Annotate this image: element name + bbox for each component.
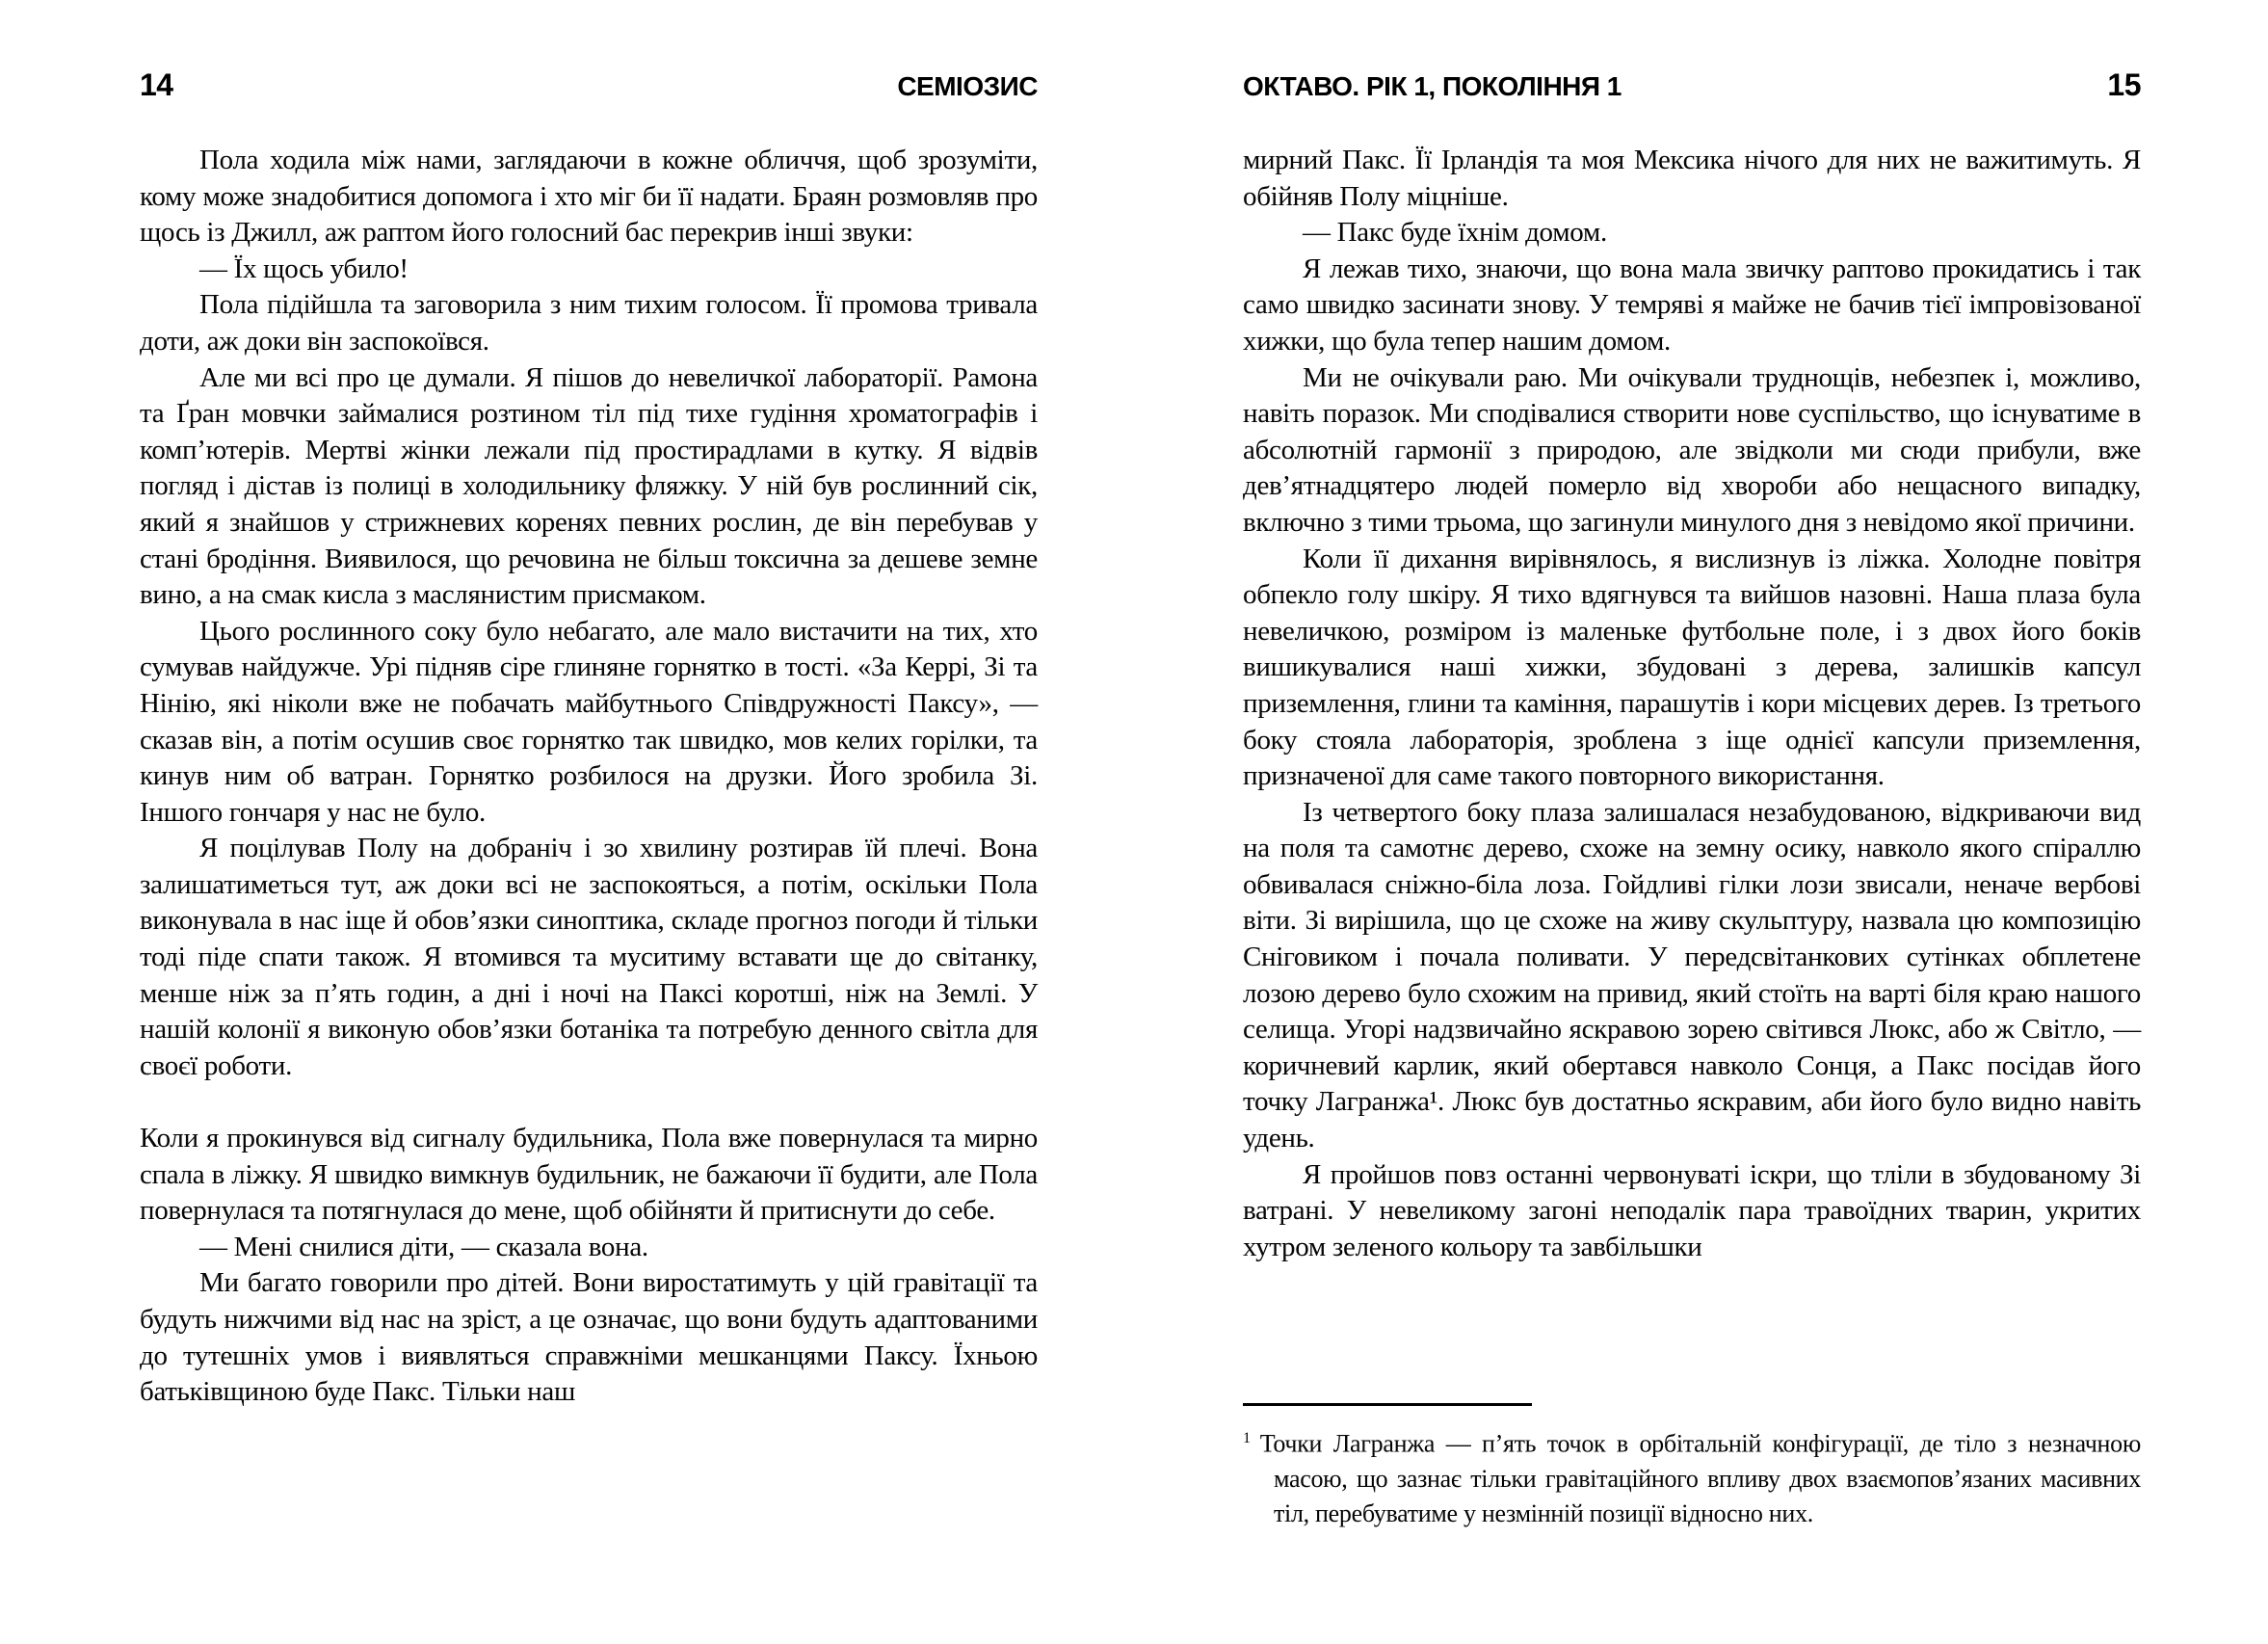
paragraph: Цього рослинного соку було небагато, але мало вистачити на тих, хто сумував найдужче. Урі підняв сіре глиняне горнятко в тості. «За Керрі, Зі та Нінію, які ніколи вже не побачать майбутнього Співдружності Паксу», — сказав він, а потім осушив своє горнятко так швидко, мов келих горілки, та кинув ним об ватран. Горнятко розбилося на друзки. Його зробила Зі. Іншого гончаря у нас не було. bbox=[140, 615, 1038, 828]
paragraph: Ми не очікували раю. Ми очікували труднощів, небезпек і, можливо, навіть поразок. Ми сподівалися створити нове суспільство, що існуватиме в абсолютній гармонії з природою, але звідколи ми сюди прибули, вже дев’ятнадцятеро людей померло від хвороби або нещасного випадку, включно з тими трьома, що загинули минулого дня з невідомо якої причини. bbox=[1243, 361, 2141, 538]
footnote-marker: 1 bbox=[1243, 1430, 1251, 1446]
paragraph: Пола ходила між нами, заглядаючи в кожне обличчя, щоб зрозуміти, кому може знадобитися допомога і хто міг би її надати. Браян розмовляв про щось із Джилл, аж раптом його голосний бас перекрив інші звуки: bbox=[140, 145, 1038, 249]
right-running-head: ОКТАВО. РІК 1, ПОКОЛІННЯ 1 bbox=[1243, 71, 1622, 101]
paragraph: Із четвертого боку плаза залишалася незабудованою, відкриваючи вид на поля та самотнє дерево, схоже на земну осику, навколо якого спіраллю обвивалася сніжно-біла лоза. Гойдливі гілки лози звисали, неначе вербові віти. Зі вирішила, що це схоже на живу скульптуру, назвала цю композицію Сніговиком і почала поливати. У передсвітанкових сутінках обплетене лозою дерево було схожим на привид, який стоїть на варті біля краю нашого селища. Угорі надзвичайно яскравою зорею світився Люкс, або ж Світло, — коричневий карлик, який обертався навколо Сонця, а Пакс посідав його точку Лагранжа¹. Люкс був достатньо яскравим, аби його було видно навіть удень. bbox=[1243, 796, 2141, 1154]
paragraph: — Їх щось убило! bbox=[199, 252, 409, 284]
left-page bbox=[140, 0, 1038, 1644]
right-page bbox=[1243, 0, 2141, 1644]
footnote-block bbox=[1243, 1403, 2141, 1531]
paragraph: Я лежав тихо, знаючи, що вона мала звичку раптово прокидатись і так само швидко засинати знову. У темряві я майже не бачив тієї імпровізованої хижки, що була тепер нашим домом. bbox=[1243, 252, 2141, 357]
paragraph: Ми багато говорили про дітей. Вони виростатимуть у цій гравітації та будуть нижчими від нас на зріст, а це означає, що вони будуть адаптованими до тутешніх умов і виявляться справжніми мешканцями Паксу. Їхньою батьківщиною буде Пакс. Тільки наш bbox=[140, 1267, 1038, 1408]
left-page-number: 14 bbox=[140, 67, 173, 102]
paragraph: Але ми всі про це думали. Я пішов до невеличкої лабораторії. Рамона та Ґран мовчки займалися розтином тіл під тихе гудіння хроматографів і комп’ютерів. Мертві жінки лежали під простирадлами в кутку. Я відвів погляд і дістав із полиці в холодильнику фляжку. У ній був рослинний сік, який я знайшов у стрижневих коренях певних рослин, де він перебував у стані бродіння. Виявилося, що речовина не більш токсична за дешеве земне вино, а на смак кисла з маслянистим присмаком. bbox=[140, 361, 1038, 611]
paragraph: — Мені снилися діти, — сказала вона. bbox=[199, 1231, 648, 1262]
left-running-head: СЕМІОЗИС bbox=[897, 71, 1038, 101]
paragraph: мирний Пакс. Її Ірландія та моя Мексика нічого для них не важитимуть. Я обійняв Полу міцніше. bbox=[1243, 145, 2141, 212]
paragraph: Пола підійшла та заговорила з ним тихим голосом. Її промова тривала доти, аж доки він заспокоївся. bbox=[140, 289, 1038, 357]
paragraph: Коли я прокинувся від сигналу будильника, Пола вже повернулася та мирно спала в ліжку. Я швидко вимкнув будильник, не бажаючи її будити, але Пола повернулася та потягнулася до мене, щоб обійняти й притиснути до себе. bbox=[140, 1123, 1038, 1227]
right-page-number: 15 bbox=[2107, 67, 2141, 102]
left-page-text bbox=[140, 143, 1038, 1411]
paragraph: Коли її дихання вирівнялось, я вислизнув із ліжка. Холодне повітря обпекло голу шкіру. Я тихо вдягнувся та вийшов назовні. Наша плаза була невеличкою, розміром із маленьке футбольне поле, і з двох його боків вишикувалися наші хижки, збудовані з дерева, залишків капсул приземлення, глини та каміння, парашутів і кори місцевих дерев. Із третього боку стояла лабораторія, зроблена з іще однієї капсули приземлення, призначеної для саме такого повторного використання. bbox=[1243, 543, 2141, 792]
footnote bbox=[1243, 1421, 2141, 1531]
paragraph: Я поцілував Полу на добраніч і зо хвилину розтирав їй плечі. Вона залишатиметься тут, аж доки всі не заспокояться, а потім, оскільки Пола виконувала в нас іще й обов’язки синоптика, складе прогноз погоди й тільки тоді піде спати також. Я втомився та муситиму вставати ще до світанку, менше ніж за п’ять годин, а дні і ночі на Паксі коротші, ніж на Землі. У нашій колонії я виконую обов’язки ботаніка та потребую денного світла для своєї роботи. bbox=[140, 833, 1038, 1081]
footnote-text: Точки Лагранжа — п’ять точок в орбітальній конфігурації, де тіло з незначною масою, що зазнає тільки гравітаційного впливу двох взаємопов’язаних масивних тіл, перебуватиме у незмінній позиції відносно них. bbox=[1259, 1429, 2141, 1527]
paragraph: Я пройшов повз останні червонуваті іскри, що тліли в збудованому Зі ватрані. У невеликому загоні неподалік пара травоїдних тварин, укритих хутром зеленого кольору та завбільшки bbox=[1243, 1158, 2141, 1262]
right-page-text bbox=[1243, 143, 2141, 1265]
footnote-separator bbox=[1243, 1403, 1532, 1406]
paragraph: — Пакс буде їхнім домом. bbox=[1303, 217, 1607, 249]
